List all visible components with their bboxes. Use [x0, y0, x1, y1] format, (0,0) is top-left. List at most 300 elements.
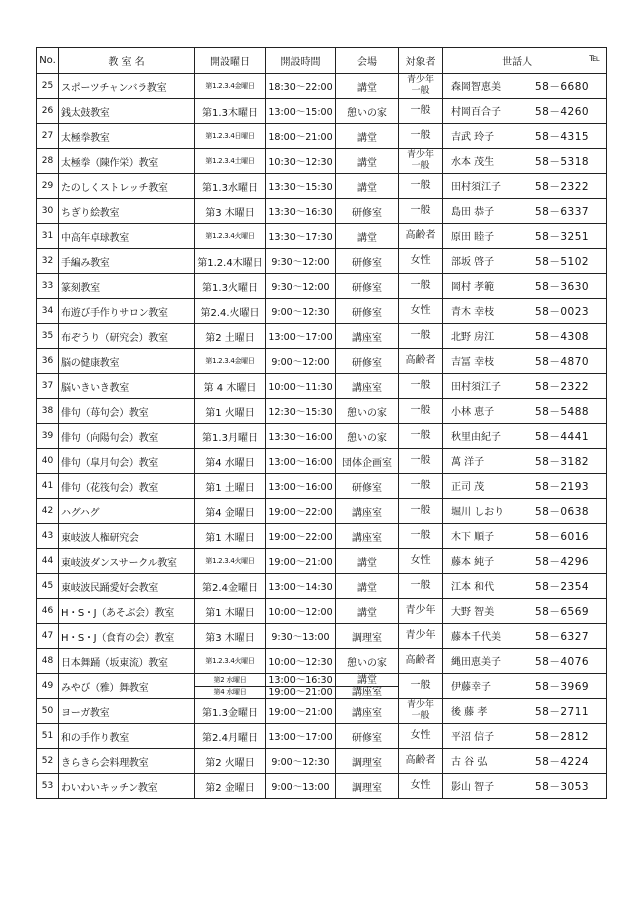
class-time: 9:00～12:30 — [266, 299, 336, 324]
person-name: 後 藤 孝 — [451, 707, 488, 718]
class-venue-line: 講座室 — [352, 686, 382, 698]
class-name: 東岐波ダンスサークル教室 — [59, 549, 195, 574]
phone-number: 58－2354 — [535, 581, 590, 593]
class-name: H・S・J（食育の会）教室 — [59, 624, 195, 649]
table-row — [37, 724, 607, 749]
class-time: 13:00～14:30 — [266, 574, 336, 599]
header-no: No. — [37, 48, 59, 74]
class-name: 俳句（向陽句会）教室 — [59, 424, 195, 449]
phone-number: 58－5488 — [535, 406, 590, 418]
class-day: 第2 金曜日 — [195, 774, 266, 799]
class-venue: 憩いの家 — [336, 399, 399, 424]
phone-number: 58－6680 — [535, 81, 590, 93]
table-row — [37, 774, 607, 799]
class-day: 第3 木曜日 — [195, 199, 266, 224]
table-row — [37, 499, 607, 524]
person-tel-cell — [443, 499, 607, 524]
row-number: 47 — [37, 624, 59, 649]
row-number: 31 — [37, 224, 59, 249]
person-name: 縄田恵美子 — [451, 657, 501, 668]
phone-number: 58－5102 — [535, 256, 590, 268]
class-venue: 講堂 — [336, 549, 399, 574]
class-target: 女性 — [399, 724, 443, 749]
class-target: 一般 — [399, 424, 443, 449]
class-time: 13:30～15:30 — [266, 174, 336, 199]
phone-number: 58－3251 — [535, 231, 590, 243]
class-time: 13:00～16:00 — [266, 474, 336, 499]
row-number: 51 — [37, 724, 59, 749]
person-tel-cell — [443, 674, 607, 699]
table-row — [37, 299, 607, 324]
class-day: 第1 火曜日 — [195, 399, 266, 424]
person-tel-cell — [443, 724, 607, 749]
table-row — [37, 274, 607, 299]
class-time: 13:00～16:00 — [266, 449, 336, 474]
class-target: 一般 — [399, 124, 443, 149]
phone-number: 58－3182 — [535, 456, 590, 468]
person-tel-cell — [443, 249, 607, 274]
person-name: 木下 順子 — [451, 532, 495, 543]
row-number: 29 — [37, 174, 59, 199]
class-venue: 講堂 — [336, 599, 399, 624]
class-venue — [336, 674, 399, 699]
class-venue: 研修室 — [336, 474, 399, 499]
class-name: ヨーガ教室 — [59, 699, 195, 724]
class-target: 高齢者 — [399, 749, 443, 774]
table-row — [37, 174, 607, 199]
table-row — [37, 424, 607, 449]
table-row — [37, 449, 607, 474]
phone-number: 58－2193 — [535, 481, 590, 493]
table-row — [37, 149, 607, 174]
class-day: 第1.3水曜日 — [195, 174, 266, 199]
person-tel-cell — [443, 174, 607, 199]
class-time: 19:00～22:00 — [266, 499, 336, 524]
class-name: ちぎり絵教室 — [59, 199, 195, 224]
class-name: 脳いきいき教室 — [59, 374, 195, 399]
class-time: 19:00～22:00 — [266, 524, 336, 549]
person-name: 田村須江子 — [451, 182, 501, 193]
class-schedule-table — [36, 47, 607, 799]
class-name: H・S・J（あそぶ会）教室 — [59, 599, 195, 624]
row-number: 46 — [37, 599, 59, 624]
phone-number: 58－5318 — [535, 156, 590, 168]
class-venue: 調理室 — [336, 774, 399, 799]
class-day: 第1.2.3.4金曜日 — [195, 74, 266, 99]
class-target: 女性 — [399, 249, 443, 274]
class-target — [399, 74, 443, 99]
class-name: わいわいキッチン教室 — [59, 774, 195, 799]
phone-number: 58－4224 — [535, 756, 590, 768]
class-name: 篆刻教室 — [59, 274, 195, 299]
class-time: 10:00～11:30 — [266, 374, 336, 399]
class-target: 一般 — [399, 449, 443, 474]
class-time: 9:30～12:00 — [266, 274, 336, 299]
person-tel-cell — [443, 299, 607, 324]
class-name: 太極拳教室 — [59, 124, 195, 149]
row-number: 35 — [37, 324, 59, 349]
person-name: 原田 睦子 — [451, 232, 495, 243]
phone-number: 58－3053 — [535, 781, 590, 793]
class-target-line: 一般 — [411, 161, 430, 171]
class-venue: 調理室 — [336, 624, 399, 649]
class-time: 9:00～12:30 — [266, 749, 336, 774]
row-number: 49 — [37, 674, 59, 699]
table-row — [37, 99, 607, 124]
table-row — [37, 549, 607, 574]
class-time — [266, 674, 336, 699]
class-day — [195, 674, 266, 699]
class-venue: 憩いの家 — [336, 99, 399, 124]
class-day: 第1.2.3.4火曜日 — [195, 224, 266, 249]
row-number: 53 — [37, 774, 59, 799]
class-day-line: 第4 水曜日 — [213, 687, 247, 696]
person-name: 岡村 孝範 — [451, 282, 495, 293]
class-day: 第1.3木曜日 — [195, 99, 266, 124]
header-person-tel — [443, 48, 607, 74]
class-target — [399, 699, 443, 724]
class-venue: 調理室 — [336, 749, 399, 774]
class-target: 高齢者 — [399, 349, 443, 374]
class-venue: 講座室 — [336, 374, 399, 399]
class-target: 一般 — [399, 99, 443, 124]
class-target: 一般 — [399, 674, 443, 699]
row-number: 40 — [37, 449, 59, 474]
table-row — [37, 249, 607, 274]
class-target: 一般 — [399, 499, 443, 524]
header-person: 世話人 — [502, 57, 533, 68]
class-venue: 憩いの家 — [336, 424, 399, 449]
header-day: 開設曜日 — [195, 48, 266, 74]
table-row — [37, 624, 607, 649]
person-tel-cell — [443, 324, 607, 349]
class-day: 第1.2.3.4火曜日 — [195, 649, 266, 674]
class-day: 第 4 木曜日 — [195, 374, 266, 399]
class-name: 俳句（皐月句会）教室 — [59, 449, 195, 474]
table-row — [37, 374, 607, 399]
table-row — [37, 324, 607, 349]
person-name: 森岡智恵美 — [451, 82, 501, 93]
row-number: 42 — [37, 499, 59, 524]
person-tel-cell — [443, 599, 607, 624]
person-name: 吉冨 幸枝 — [451, 357, 495, 368]
class-target-line: 一般 — [411, 86, 430, 96]
table-row — [37, 599, 607, 624]
class-target-line: 青少年 — [406, 700, 434, 710]
row-number: 32 — [37, 249, 59, 274]
person-tel-cell — [443, 399, 607, 424]
class-target: 青少年 — [399, 624, 443, 649]
class-target: 一般 — [399, 199, 443, 224]
class-name: 中高年卓球教室 — [59, 224, 195, 249]
table-row — [37, 224, 607, 249]
phone-number: 58－4315 — [535, 131, 590, 143]
person-name: 秋里由紀子 — [451, 432, 501, 443]
class-day: 第1.2.3.4土曜日 — [195, 149, 266, 174]
class-day: 第1 木曜日 — [195, 524, 266, 549]
person-tel-cell — [443, 474, 607, 499]
class-day: 第1 木曜日 — [195, 599, 266, 624]
class-day: 第4 金曜日 — [195, 499, 266, 524]
person-name: 小林 恵子 — [451, 407, 495, 418]
header-venue: 会場 — [336, 48, 399, 74]
class-time: 18:30～22:00 — [266, 74, 336, 99]
class-venue-line: 講堂 — [336, 675, 398, 687]
class-name: 太極拳（陳作栄）教室 — [59, 149, 195, 174]
row-number: 50 — [37, 699, 59, 724]
table-row — [37, 199, 607, 224]
person-tel-cell — [443, 199, 607, 224]
class-target-line: 一般 — [411, 711, 430, 721]
class-name: 脳の健康教室 — [59, 349, 195, 374]
person-name: 堀川 しおり — [451, 507, 505, 518]
phone-number: 58－4296 — [535, 556, 590, 568]
table-row — [37, 349, 607, 374]
class-venue: 講座室 — [336, 699, 399, 724]
class-name: たのしくストレッチ教室 — [59, 174, 195, 199]
class-venue: 講堂 — [336, 149, 399, 174]
class-target: 一般 — [399, 374, 443, 399]
person-tel-cell — [443, 124, 607, 149]
class-name: 手編み教室 — [59, 249, 195, 274]
class-day: 第1.3火曜日 — [195, 274, 266, 299]
class-name: 俳句（苺句会）教室 — [59, 399, 195, 424]
class-day: 第1.2.3.4金曜日 — [195, 349, 266, 374]
person-name: 藤本千代美 — [451, 632, 501, 643]
class-name: 日本舞踊（坂東流）教室 — [59, 649, 195, 674]
person-name: 大野 智美 — [451, 607, 495, 618]
class-target: 高齢者 — [399, 649, 443, 674]
class-time: 9:30～13:00 — [266, 624, 336, 649]
class-venue: 研修室 — [336, 349, 399, 374]
class-target: 一般 — [399, 574, 443, 599]
table-body — [37, 74, 607, 799]
class-name: 俳句（花筏句会）教室 — [59, 474, 195, 499]
class-day: 第2 土曜日 — [195, 324, 266, 349]
class-name: 布ぞうり（研究会）教室 — [59, 324, 195, 349]
row-number: 27 — [37, 124, 59, 149]
person-name: 古 谷 弘 — [451, 757, 488, 768]
person-tel-cell — [443, 649, 607, 674]
phone-number: 58－2322 — [535, 381, 590, 393]
person-tel-cell — [443, 374, 607, 399]
phone-number: 58－4260 — [535, 106, 590, 118]
header-row — [37, 48, 607, 74]
class-schedule-sheet — [36, 47, 606, 799]
row-number: 38 — [37, 399, 59, 424]
class-time: 13:00～15:00 — [266, 99, 336, 124]
row-number: 33 — [37, 274, 59, 299]
row-number: 30 — [37, 199, 59, 224]
class-target: 高齢者 — [399, 224, 443, 249]
class-venue: 講堂 — [336, 74, 399, 99]
phone-number: 58－4870 — [535, 356, 590, 368]
table-row — [37, 124, 607, 149]
phone-number: 58－4308 — [535, 331, 590, 343]
class-time: 9:30～12:00 — [266, 249, 336, 274]
phone-number: 58－6016 — [535, 531, 590, 543]
phone-number: 58－6327 — [535, 631, 590, 643]
person-name: 北野 房江 — [451, 332, 495, 343]
class-target: 一般 — [399, 474, 443, 499]
person-name: 島田 恭子 — [451, 207, 495, 218]
header-target: 対象者 — [399, 48, 443, 74]
row-number: 36 — [37, 349, 59, 374]
class-day-line: 第2 水曜日 — [195, 675, 265, 687]
table-row — [37, 649, 607, 674]
row-number: 28 — [37, 149, 59, 174]
class-target: 一般 — [399, 324, 443, 349]
person-name: 影山 智子 — [451, 782, 495, 793]
person-name: 村岡百合子 — [451, 107, 501, 118]
table-row — [37, 524, 607, 549]
class-name: 和の手作り教室 — [59, 724, 195, 749]
class-target-line: 青少年 — [406, 150, 434, 160]
class-venue: 講堂 — [336, 124, 399, 149]
class-venue: 講座室 — [336, 524, 399, 549]
table-row — [37, 399, 607, 424]
class-day: 第1.3月曜日 — [195, 424, 266, 449]
class-venue: 研修室 — [336, 274, 399, 299]
person-tel-cell — [443, 699, 607, 724]
class-day: 第1.2.3.4火曜日 — [195, 549, 266, 574]
class-day: 第1 土曜日 — [195, 474, 266, 499]
person-tel-cell — [443, 574, 607, 599]
class-venue: 講座室 — [336, 324, 399, 349]
header-time: 開設時間 — [266, 48, 336, 74]
row-number: 48 — [37, 649, 59, 674]
class-time: 13:30～17:30 — [266, 224, 336, 249]
person-name: 田村須江子 — [451, 382, 501, 393]
row-number: 34 — [37, 299, 59, 324]
class-day: 第3 木曜日 — [195, 624, 266, 649]
class-time: 13:00～17:00 — [266, 724, 336, 749]
person-tel-cell — [443, 149, 607, 174]
class-time: 10:30～12:30 — [266, 149, 336, 174]
row-number: 44 — [37, 549, 59, 574]
class-day: 第2.4月曜日 — [195, 724, 266, 749]
class-venue: 講堂 — [336, 174, 399, 199]
class-target: 一般 — [399, 524, 443, 549]
person-tel-cell — [443, 624, 607, 649]
phone-number: 58－2322 — [535, 181, 590, 193]
row-number: 37 — [37, 374, 59, 399]
person-tel-cell — [443, 449, 607, 474]
class-venue: 研修室 — [336, 299, 399, 324]
class-venue: 憩いの家 — [336, 649, 399, 674]
class-target: 一般 — [399, 399, 443, 424]
class-time-line: 13:00～16:30 — [266, 675, 335, 687]
class-day: 第1.2.4木曜日 — [195, 249, 266, 274]
class-time: 19:00～21:00 — [266, 549, 336, 574]
phone-number: 58－6337 — [535, 206, 590, 218]
person-name: 萬 洋子 — [451, 457, 485, 468]
class-venue: 講堂 — [336, 224, 399, 249]
class-time: 9:00～12:00 — [266, 349, 336, 374]
person-name: 平沼 信子 — [451, 732, 495, 743]
class-target: 女性 — [399, 549, 443, 574]
table-row — [37, 474, 607, 499]
class-target: 一般 — [399, 174, 443, 199]
class-time: 18:00～21:00 — [266, 124, 336, 149]
class-time: 13:00～17:00 — [266, 324, 336, 349]
person-tel-cell — [443, 224, 607, 249]
person-tel-cell — [443, 749, 607, 774]
class-day: 第2.4金曜日 — [195, 574, 266, 599]
class-target: 青少年 — [399, 599, 443, 624]
person-name: 伊藤幸子 — [451, 682, 491, 693]
header-tel: ℡ — [589, 53, 600, 64]
class-time: 12:30～15:30 — [266, 399, 336, 424]
row-number: 41 — [37, 474, 59, 499]
person-tel-cell — [443, 549, 607, 574]
person-tel-cell — [443, 74, 607, 99]
person-tel-cell — [443, 99, 607, 124]
phone-number: 58－0638 — [535, 506, 590, 518]
person-name: 藤本 純子 — [451, 557, 495, 568]
class-venue: 団体企画室 — [336, 449, 399, 474]
class-name: ハグハグ — [59, 499, 195, 524]
class-day: 第1.2.3.4日曜日 — [195, 124, 266, 149]
class-time: 13:30～16:00 — [266, 424, 336, 449]
class-time: 10:00～12:00 — [266, 599, 336, 624]
class-name: スポーツチャンバラ教室 — [59, 74, 195, 99]
person-name: 吉武 玲子 — [451, 132, 495, 143]
class-name: 布遊び手作りサロン教室 — [59, 299, 195, 324]
person-tel-cell — [443, 524, 607, 549]
class-target: 一般 — [399, 274, 443, 299]
class-target-line: 青少年 — [406, 75, 434, 85]
class-time-line: 19:00～21:00 — [268, 686, 333, 698]
table-row — [37, 749, 607, 774]
row-number: 25 — [37, 74, 59, 99]
class-venue: 研修室 — [336, 249, 399, 274]
person-name: 青木 幸枝 — [451, 307, 495, 318]
class-day: 第2 火曜日 — [195, 749, 266, 774]
table-row — [37, 674, 607, 699]
class-day: 第2.4.火曜日 — [195, 299, 266, 324]
row-number: 26 — [37, 99, 59, 124]
class-day: 第4 水曜日 — [195, 449, 266, 474]
row-number: 45 — [37, 574, 59, 599]
class-time: 9:00～13:00 — [266, 774, 336, 799]
phone-number: 58－4076 — [535, 656, 590, 668]
phone-number: 58－3630 — [535, 281, 590, 293]
class-day: 第1.3金曜日 — [195, 699, 266, 724]
class-venue: 研修室 — [336, 199, 399, 224]
header-class-name: 教 室 名 — [59, 48, 195, 74]
class-time: 10:00～12:30 — [266, 649, 336, 674]
class-target: 女性 — [399, 299, 443, 324]
class-target — [399, 149, 443, 174]
person-tel-cell — [443, 274, 607, 299]
table-row — [37, 574, 607, 599]
class-name: 銭太鼓教室 — [59, 99, 195, 124]
phone-number: 58－2711 — [535, 706, 590, 718]
class-target: 女性 — [399, 774, 443, 799]
phone-number: 58－3969 — [535, 681, 590, 693]
class-name: きらきら会料理教室 — [59, 749, 195, 774]
class-name: 東岐波人権研究会 — [59, 524, 195, 549]
row-number: 39 — [37, 424, 59, 449]
phone-number: 58－6569 — [535, 606, 590, 618]
class-venue: 講座室 — [336, 499, 399, 524]
class-venue: 講堂 — [336, 574, 399, 599]
row-number: 43 — [37, 524, 59, 549]
table-row — [37, 74, 607, 99]
phone-number: 58－0023 — [535, 306, 590, 318]
row-number: 52 — [37, 749, 59, 774]
